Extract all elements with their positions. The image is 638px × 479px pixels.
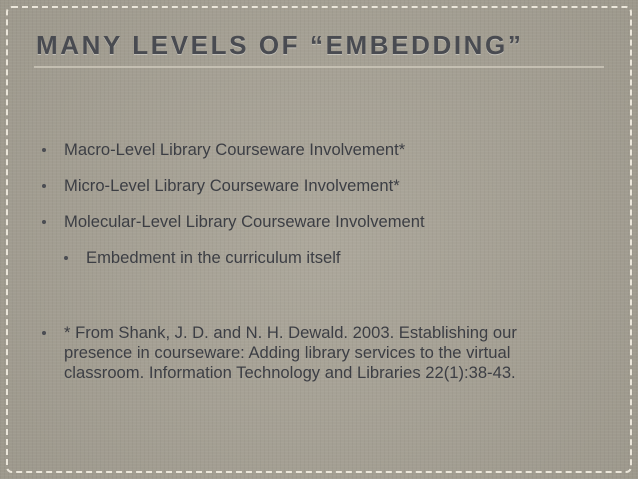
slide-title: MANY LEVELS OF “EMBEDDING” bbox=[36, 30, 524, 60]
bullet-item bbox=[64, 176, 400, 196]
bullet-item bbox=[64, 140, 405, 160]
bullet-dot-icon bbox=[64, 256, 68, 260]
bullet-dot-icon bbox=[42, 331, 46, 335]
bullet-dot-icon bbox=[42, 184, 46, 188]
bullet-text: Micro-Level Library Courseware Involvement* bbox=[64, 176, 400, 195]
sub-bullet-text: Embedment in the curriculum itself bbox=[86, 248, 341, 267]
bullet-item bbox=[64, 212, 425, 232]
bullet-text: Molecular-Level Library Courseware Involvement bbox=[64, 212, 425, 231]
reference-text: * From Shank, J. D. and N. H. Dewald. 2003. Establishing our presence in courseware: Adding library services to the virtual classroom. Information Technology and Libraries 22(1):38-43. bbox=[64, 323, 517, 382]
bullet-dot-icon bbox=[42, 220, 46, 224]
bullet-text: Macro-Level Library Courseware Involvement* bbox=[64, 140, 406, 159]
bullet-dot-icon bbox=[42, 148, 46, 152]
reference-item bbox=[64, 323, 584, 383]
sub-bullet-item bbox=[86, 248, 341, 268]
